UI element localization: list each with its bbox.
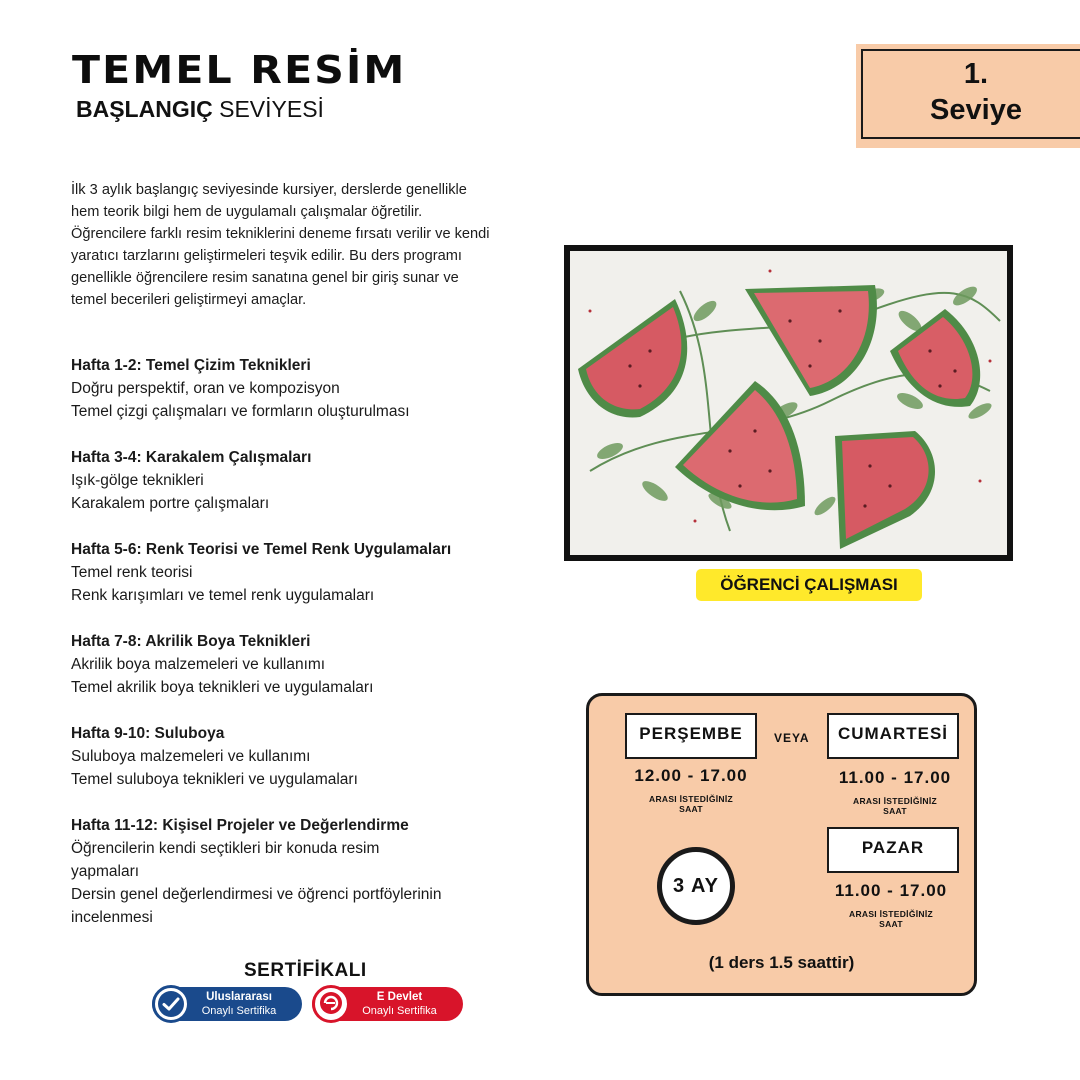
badge-line-2: Onaylı Sertifika [362,1005,437,1017]
week-item [71,814,511,929]
time-thursday: 12.00 - 17.00 [634,766,748,785]
badge-line-2: Onaylı Sertifika [201,1005,277,1017]
subtitle-light: SEVİYESİ [219,96,324,122]
week-item [71,722,511,791]
page-subtitle [76,96,324,123]
day-thursday: PERŞEMBE [625,713,757,759]
level-word: Seviye [930,94,1022,126]
level-label [856,56,1080,128]
watermelon-painting-image [570,251,1007,555]
level-box [856,44,1080,148]
week-line: Akrilik boya malzemeleri ve kullanımı [71,656,326,673]
time-saturday: 11.00 - 17.00 [838,768,952,787]
subtitle-bold: BAŞLANGIÇ [76,96,213,122]
week-title: Hafta 9-10: Suluboya [71,725,225,742]
week-line: Temel akrilik boya teknikleri ve uygulamaları [71,679,374,696]
day-saturday: CUMARTESİ [827,713,959,759]
week-title: Hafta 5-6: Renk Teorisi ve Temel Renk Uygulamaları [71,541,452,558]
time-note: ARASI İSTEDİĞİNİZ SAAT [649,794,733,814]
week-line: Karakalem portre çalışmaları [71,495,270,512]
week-item [71,538,511,607]
lesson-duration-note: (1 ders 1.5 saattir) [708,953,855,972]
week-line: Temel renk teorisi [71,564,193,581]
week-line: Doğru perspektif, oran ve kompozisyon [71,380,340,397]
week-line: Dersin genel değerlendirmesi ve öğrenci portföylerinin incelenmesi [71,886,442,926]
or-label: VEYA [774,731,810,745]
week-item [71,446,511,515]
edevlet-certificate-badge [312,987,463,1021]
week-item [71,354,511,423]
week-line: Temel suluboya teknikleri ve uygulamaları [71,771,358,788]
student-artwork-photo [564,245,1013,561]
week-line: Işık-gölge teknikleri [71,472,204,489]
schedule-card [586,693,977,996]
week-list [71,354,511,952]
week-title: Hafta 3-4: Karakalem Çalışmaları [71,449,312,466]
week-title: Hafta 11-12: Kişisel Projeler ve Değerlendirme [71,817,409,834]
time-note: ARASI İSTEDİĞİNİZ SAAT [853,796,937,816]
week-line: Renk karışımları ve temel renk uygulamaları [71,587,375,604]
week-line: Suluboya malzemeleri ve kullanımı [71,748,311,765]
certificate-title: SERTİFİKALI [244,960,367,981]
week-title: Hafta 7-8: Akrilik Boya Teknikleri [71,633,311,650]
week-item [71,630,511,699]
duration-badge: 3 AY [657,847,735,925]
intro-paragraph: İlk 3 aylık başlangıç seviyesinde kursiyer, derslerde genellikle hem teorik bilgi hem de uygulamalı çalışmalar öğretilir. Öğrencilere farklı resim tekniklerini deneme fırsatı verilir ve kendi yaratıcı tarzlarını geliştirmeleri teşvik edilir. Bu ders programı genellikle öğrencilere resim sanatına genel bir giriş sunar ve temel becerileri geliştirmeyi amaçlar. [71,182,490,309]
photo-caption: ÖĞRENCİ ÇALIŞMASI [696,569,922,601]
week-line: Temel çizgi çalışmaları ve formların oluşturulması [71,403,410,420]
level-number: 1. [963,58,989,90]
badge-line-1: Uluslararası [206,991,272,1003]
day-sunday: PAZAR [827,827,959,873]
badge-line-1: E Devlet [376,991,423,1003]
international-certificate-badge [152,987,302,1021]
week-title: Hafta 1-2: Temel Çizim Teknikleri [71,357,311,374]
page-title: TEMEL RESİM [72,48,407,92]
time-note: ARASI İSTEDİĞİNİZ SAAT [849,909,933,929]
week-line: Öğrencilerin kendi seçtikleri bir konuda resim yapmaları [71,840,380,880]
time-sunday: 11.00 - 17.00 [834,881,948,900]
